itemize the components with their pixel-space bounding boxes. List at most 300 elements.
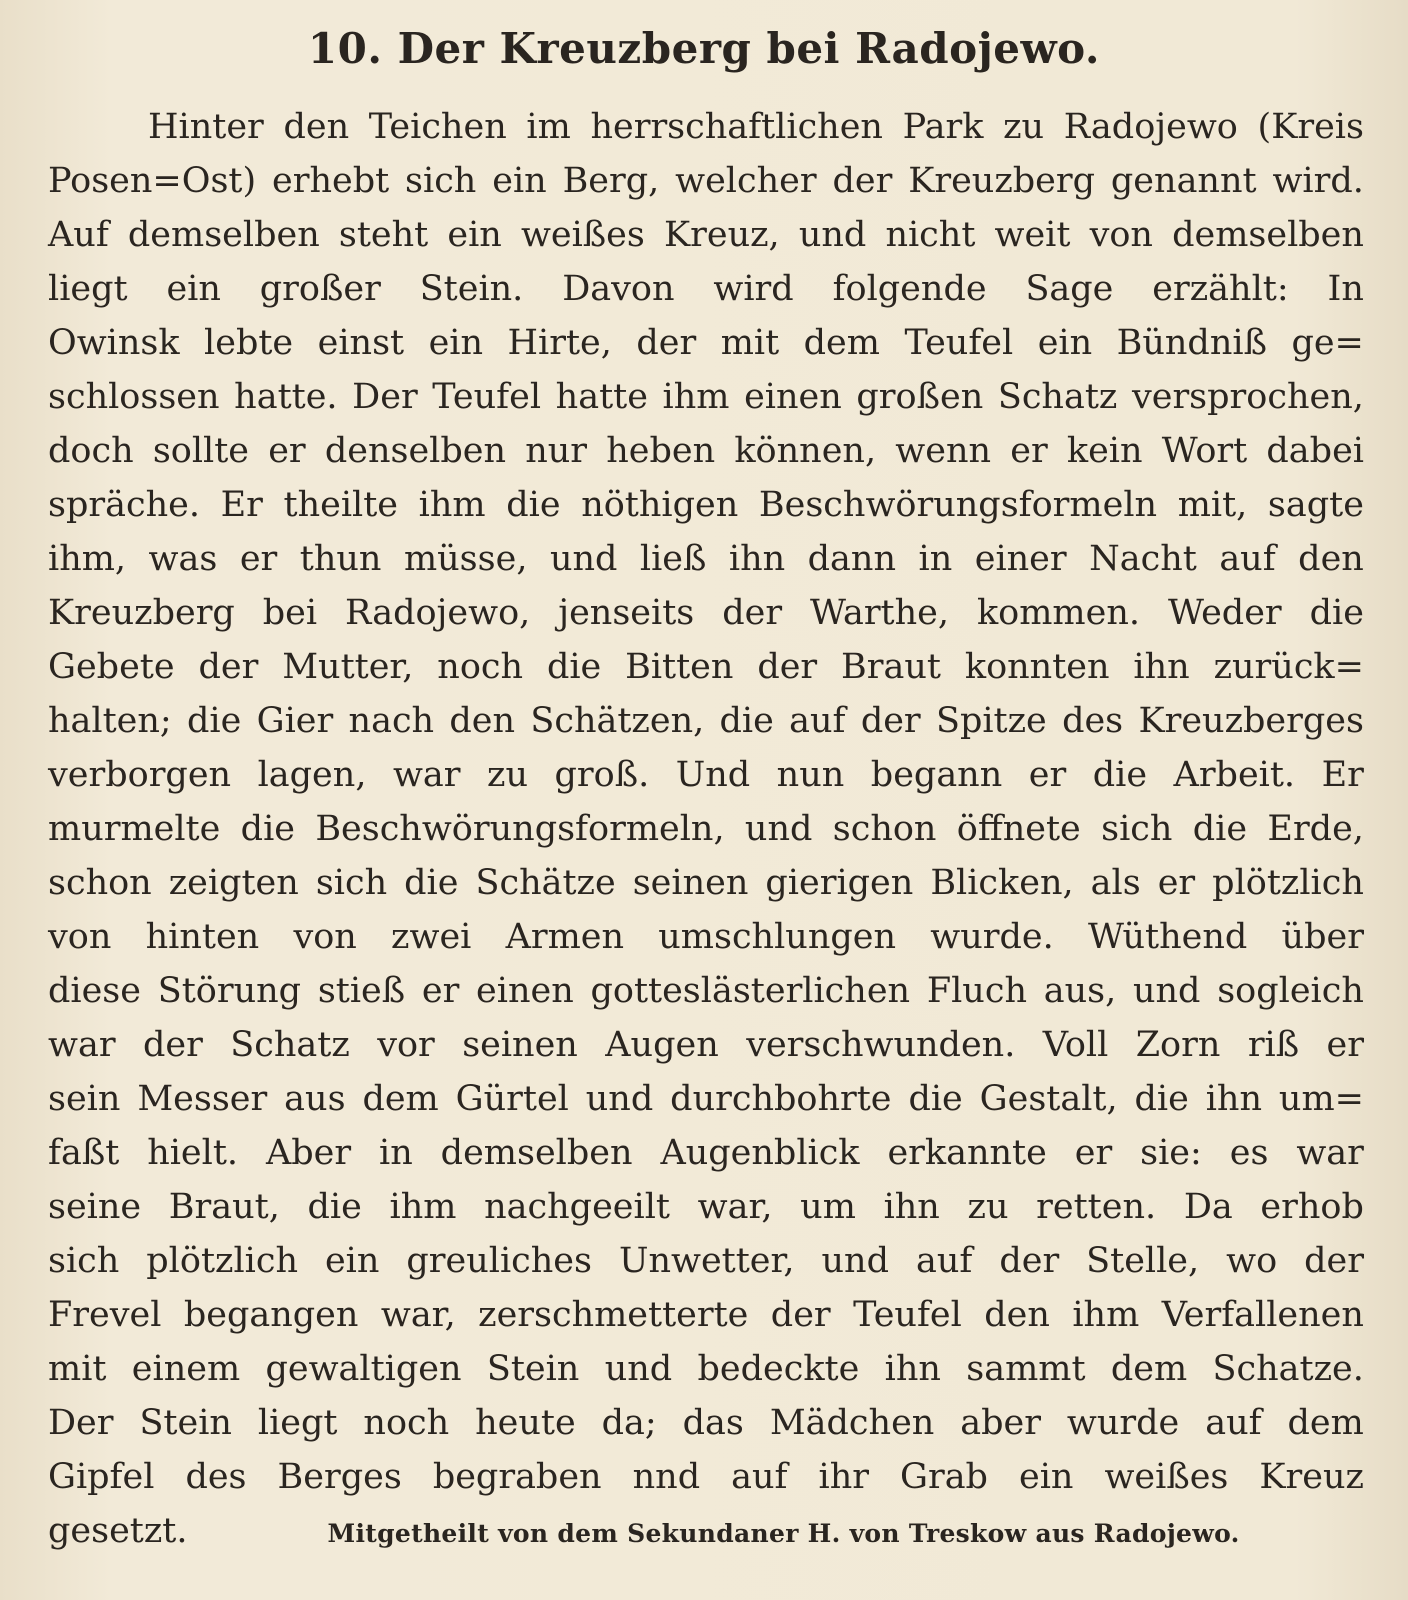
word: nnd (632, 1457, 701, 1497)
word: Zorn (1135, 1025, 1221, 1065)
word: Schätze (475, 863, 616, 903)
word: kein (1066, 431, 1143, 471)
word: auf (1205, 1403, 1262, 1443)
word: war, (380, 1295, 456, 1335)
word: lebte (204, 323, 294, 363)
word: riß (1247, 1025, 1300, 1065)
text-line (48, 640, 1364, 694)
word: der (757, 647, 818, 687)
word: weit (994, 215, 1071, 255)
word: einen (744, 377, 842, 417)
word: zurück= (1213, 647, 1364, 687)
word: in (379, 1133, 413, 1173)
word: ließ (639, 539, 707, 579)
word: Beschwörungsformeln (758, 485, 1158, 525)
word: Messer (137, 1079, 268, 1119)
word: er (268, 431, 306, 471)
word: Kreuzberges (1138, 701, 1364, 741)
word: nöthigen (581, 485, 739, 525)
word: bedeckte (697, 1349, 860, 1389)
word: des (185, 1457, 247, 1497)
word: kommen. (976, 593, 1140, 633)
text-line (48, 748, 1364, 802)
attribution: Mitgetheilt von dem Sekundaner H. von Treskow aus Radojewo. (327, 1519, 1240, 1548)
word: ein (1018, 1457, 1074, 1497)
word: Fluch (926, 971, 1027, 1011)
word: ein (447, 215, 502, 255)
word: er (239, 539, 278, 579)
text-line (48, 478, 1364, 532)
word: Stein (486, 1349, 580, 1389)
text-line (48, 208, 1364, 262)
word: Auf (48, 215, 109, 255)
word: die (908, 1079, 963, 1119)
word: Mädchen (769, 1403, 935, 1443)
word: war (1296, 1133, 1364, 1173)
word: die (546, 647, 602, 687)
word: großen (856, 377, 984, 417)
word: Weder (1167, 593, 1282, 633)
word: erhebt (272, 161, 390, 201)
text-line (48, 1234, 1364, 1288)
word: sammt (966, 1349, 1086, 1389)
word: Aber (265, 1133, 352, 1173)
word: ein (166, 269, 221, 309)
word: einst (317, 323, 405, 363)
text-line (48, 1288, 1364, 1342)
word: Wort (1161, 431, 1248, 471)
word: sein (48, 1079, 121, 1119)
word: Schätzen, (530, 701, 705, 741)
word: Erde, (1267, 809, 1364, 849)
word: er (421, 971, 460, 1011)
word: Warthe, (810, 593, 949, 633)
word: plötzlich (146, 1241, 298, 1281)
word: zu (1003, 107, 1045, 147)
word: der (832, 161, 893, 201)
word: Augen (605, 1025, 719, 1065)
word: und (821, 1241, 890, 1281)
word: von (1089, 215, 1153, 255)
word: den (449, 701, 516, 741)
word: Braut, (168, 1187, 280, 1227)
word: plötzlich (1212, 863, 1364, 903)
word: wurde (1066, 1403, 1180, 1443)
word: Da (1183, 1187, 1233, 1227)
word: begangen (183, 1295, 359, 1335)
word: verborgen (48, 755, 232, 795)
word: er (1074, 1133, 1113, 1173)
text-line (48, 154, 1364, 208)
word: weißes (520, 215, 645, 255)
word: weißes (1104, 1457, 1229, 1497)
word: Teufel (853, 1295, 962, 1335)
word: das (682, 1403, 744, 1443)
word: doch (48, 431, 134, 471)
text-line (48, 262, 1364, 316)
text-line (48, 1126, 1364, 1180)
word: erkannte (887, 1133, 1047, 1173)
word: ihn (728, 539, 786, 579)
word: die (307, 1187, 362, 1227)
word: Schatze. (1212, 1349, 1364, 1389)
word: Teufel (432, 377, 542, 417)
word: Radojewo (1063, 107, 1238, 147)
text-line (48, 586, 1364, 640)
word: Teichen (368, 107, 507, 147)
word: sollte (152, 431, 250, 471)
word: da; (601, 1403, 657, 1443)
word: wenn (895, 431, 992, 471)
word: ihn (1133, 647, 1190, 687)
word: ein (492, 161, 547, 201)
word: nun (776, 755, 845, 795)
word: dabei (1266, 431, 1364, 471)
word: Kreuz, (663, 215, 780, 255)
word: greuliches (406, 1241, 592, 1281)
word: die (187, 701, 242, 741)
word: faßt (48, 1133, 120, 1173)
word: Gipfel (48, 1457, 155, 1497)
word: der (1304, 1241, 1364, 1281)
word: vor (377, 1025, 435, 1065)
word: dann (807, 539, 897, 579)
word: demselben (127, 215, 320, 255)
word: ihn (883, 1187, 940, 1227)
word: von (293, 917, 357, 957)
word: heben (606, 431, 716, 471)
word: ihm (662, 377, 730, 417)
word: murmelte (48, 809, 221, 849)
word: ihm, (48, 539, 127, 579)
word: Bündniß (1116, 323, 1267, 363)
word: noch (437, 647, 524, 687)
word: ge= (1291, 323, 1364, 363)
word: konnten (964, 647, 1110, 687)
word: die (1134, 1079, 1189, 1119)
word: großer (259, 269, 381, 309)
word: zeigten (168, 863, 299, 903)
word: retten. (1036, 1187, 1157, 1227)
word: seinen (632, 863, 749, 903)
word: demselben (440, 1133, 633, 1173)
word: Hirte, (507, 323, 612, 363)
word: hinten (145, 917, 260, 957)
word: und (744, 809, 813, 849)
word: von (48, 917, 112, 957)
word: Blicken, (930, 863, 1074, 903)
word: umschlungen (658, 917, 897, 957)
word: Bitten (625, 647, 734, 687)
word: demselben (1172, 215, 1364, 255)
word: Arbeit. (1173, 755, 1296, 795)
text-line (48, 1018, 1364, 1072)
word: war (392, 755, 461, 795)
word: war (48, 1025, 116, 1065)
word: diese (48, 971, 141, 1011)
word: der (722, 593, 783, 633)
word: und (798, 215, 867, 255)
word: Kreuzberg (908, 161, 1096, 201)
word: zu (487, 755, 528, 795)
word: sagte (1267, 485, 1364, 525)
final-line (48, 1504, 1364, 1558)
word: Der (352, 377, 418, 417)
word: nach (348, 701, 435, 741)
word: wird (713, 269, 794, 309)
word: Nacht (1089, 539, 1197, 579)
word: sich (48, 1241, 120, 1281)
word: zu (967, 1187, 1009, 1227)
final-word: gesetzt. (48, 1511, 188, 1551)
word: mit (720, 323, 780, 363)
word: er (1028, 755, 1067, 795)
word: wo (1226, 1241, 1278, 1281)
word: welcher (675, 161, 817, 201)
word: ihm (418, 485, 486, 525)
word: Und (675, 755, 751, 795)
word: ihr (818, 1457, 869, 1497)
word: erhob (1260, 1187, 1364, 1227)
word: sie: (1140, 1133, 1202, 1173)
word: erzählt: (1152, 269, 1289, 309)
word: der (142, 1025, 203, 1065)
word: die (506, 485, 561, 525)
word: die (404, 863, 459, 903)
word: Stelle, (1086, 1241, 1200, 1281)
word: Posen=Ost) (48, 161, 257, 201)
word: im (526, 107, 571, 147)
word: er (1157, 863, 1196, 903)
text-line (48, 802, 1364, 856)
story-body (48, 100, 1364, 1558)
word: der (198, 647, 259, 687)
word: begann (870, 755, 1003, 795)
word: ihm (1072, 1295, 1140, 1335)
word: was (148, 539, 218, 579)
word: den (1298, 539, 1364, 579)
word: Schatz (997, 377, 1118, 417)
word: Gebete (48, 647, 175, 687)
word: Stein (139, 1403, 232, 1443)
word: aus (284, 1079, 346, 1119)
word: auf (1219, 539, 1276, 579)
word: nur (525, 431, 588, 471)
word: Augenblick (660, 1133, 860, 1173)
word: wurde. (930, 917, 1054, 957)
text-line (48, 1342, 1364, 1396)
word: verschwunden. (746, 1025, 1016, 1065)
word: hatte (555, 377, 648, 417)
word: als (1090, 863, 1141, 903)
word: einen (476, 971, 574, 1011)
word: Störung (157, 971, 302, 1011)
word: zwei (391, 917, 472, 957)
word: dem (803, 323, 880, 363)
word: hatte. (234, 377, 338, 417)
word: Mutter, (282, 647, 414, 687)
word: Davon (562, 269, 675, 309)
word: ihn (884, 1349, 941, 1389)
word: schon (48, 863, 152, 903)
word: der (860, 701, 921, 741)
text-line (48, 910, 1364, 964)
word: lagen, (257, 755, 367, 795)
word: die (1192, 809, 1248, 849)
word: es (1229, 1133, 1269, 1173)
text-line (48, 1396, 1364, 1450)
word: war, (697, 1187, 773, 1227)
word: in (918, 539, 953, 579)
word: den (984, 1295, 1050, 1335)
word: schon (832, 809, 937, 849)
word: des (1062, 701, 1124, 741)
text-line (48, 424, 1364, 478)
word: Grab (900, 1457, 988, 1497)
word: Verfallenen (1161, 1295, 1364, 1335)
text-line (48, 100, 1364, 154)
word: liegt (48, 269, 128, 309)
word: bei (262, 593, 318, 633)
word: begraben (432, 1457, 602, 1497)
word: Teufel (904, 323, 1014, 363)
word: Owinsk (48, 323, 180, 363)
word: Berges (277, 1457, 402, 1497)
word: die (719, 701, 774, 741)
word: Kreuzberg (48, 593, 235, 633)
word: öffnete (956, 809, 1081, 849)
text-line (48, 532, 1364, 586)
word: sich (315, 863, 388, 903)
word: Berg, (562, 161, 660, 201)
word: Hinter (148, 107, 264, 147)
word: die (1092, 755, 1148, 795)
word: Er (220, 485, 263, 525)
word: aus, (1043, 971, 1117, 1011)
word: und (604, 1349, 673, 1389)
word: seine (48, 1187, 142, 1227)
text-line (48, 370, 1364, 424)
word: um (800, 1187, 856, 1227)
word: Unwetter, (618, 1241, 795, 1281)
word: genannt (1110, 161, 1257, 201)
word: sich (1101, 809, 1173, 849)
word: durchbohrte (670, 1079, 892, 1119)
word: Park (902, 107, 984, 147)
word: auf (789, 701, 846, 741)
word: versprochen, (1131, 377, 1364, 417)
word: Wüthend (1087, 917, 1248, 957)
word: er (1326, 1025, 1364, 1065)
word: der (636, 323, 697, 363)
word: ein (324, 1241, 380, 1281)
word: Der (48, 1403, 114, 1443)
word: einer (974, 539, 1067, 579)
word: ein (428, 323, 484, 363)
word: liegt (257, 1403, 338, 1443)
word: groß. (554, 755, 650, 795)
word: Kreuz (1259, 1457, 1364, 1497)
word: Gestalt, (979, 1079, 1118, 1119)
word: (Kreis (1257, 107, 1364, 147)
word: sich (405, 161, 477, 201)
word: jenseits (558, 593, 695, 633)
word: den (283, 107, 350, 147)
word: der (999, 1241, 1060, 1281)
word: die (240, 809, 295, 849)
word: halten; (48, 701, 172, 741)
word: denselben (324, 431, 507, 471)
word: Gier (256, 701, 334, 741)
text-line (48, 1180, 1364, 1234)
text-line (48, 694, 1364, 748)
word: wird. (1272, 161, 1364, 201)
word: thun (299, 539, 382, 579)
word: nicht (885, 215, 976, 255)
word: einem (131, 1349, 241, 1389)
word: dem (1287, 1403, 1364, 1443)
text-line (48, 1450, 1364, 1504)
word: Spitze (935, 701, 1047, 741)
word: In (1327, 269, 1364, 309)
word: folgende (832, 269, 987, 309)
word: hielt. (147, 1133, 239, 1173)
word: über (1281, 917, 1364, 957)
word: aber (960, 1403, 1041, 1443)
word: und (549, 539, 618, 579)
word: dem (362, 1079, 439, 1119)
word: theilte (283, 485, 399, 525)
word: die (1309, 593, 1364, 633)
word: mit (48, 1349, 107, 1389)
word: seinen (462, 1025, 578, 1065)
word: auf (915, 1241, 973, 1281)
word: Schatz (230, 1025, 350, 1065)
word: Voll (1042, 1025, 1109, 1065)
word: schlossen (48, 377, 220, 417)
word: gotteslästerlichen (590, 971, 911, 1011)
word: Radojewo, (345, 593, 531, 633)
word: Armen (505, 917, 625, 957)
word: Frevel (48, 1295, 162, 1335)
word: der (770, 1295, 831, 1335)
story-title: 10. Der Kreuzberg bei Radojewo. (307, 24, 1101, 73)
text-line (48, 856, 1364, 910)
word: und (1132, 971, 1201, 1011)
word: müsse, (403, 539, 528, 579)
word: Beschwörungsformeln, (315, 809, 725, 849)
word: und (585, 1079, 654, 1119)
word: noch (363, 1403, 450, 1443)
word: steht (338, 215, 429, 255)
word: sogleich (1217, 971, 1364, 1011)
word: herrschaftlichen (590, 107, 883, 147)
word: gierigen (765, 863, 914, 903)
word: Sage (1025, 269, 1114, 309)
word: spräche. (48, 485, 200, 525)
word: Gürtel (455, 1079, 569, 1119)
word: um= (1278, 1079, 1364, 1119)
text-line (48, 1072, 1364, 1126)
text-line (48, 964, 1364, 1018)
word: auf (731, 1457, 788, 1497)
word: Stein. (419, 269, 524, 309)
word: er (1010, 431, 1048, 471)
text-line (48, 316, 1364, 370)
word: zerschmetterte (478, 1295, 749, 1335)
word: ein (1037, 323, 1093, 363)
word: können, (734, 431, 877, 471)
